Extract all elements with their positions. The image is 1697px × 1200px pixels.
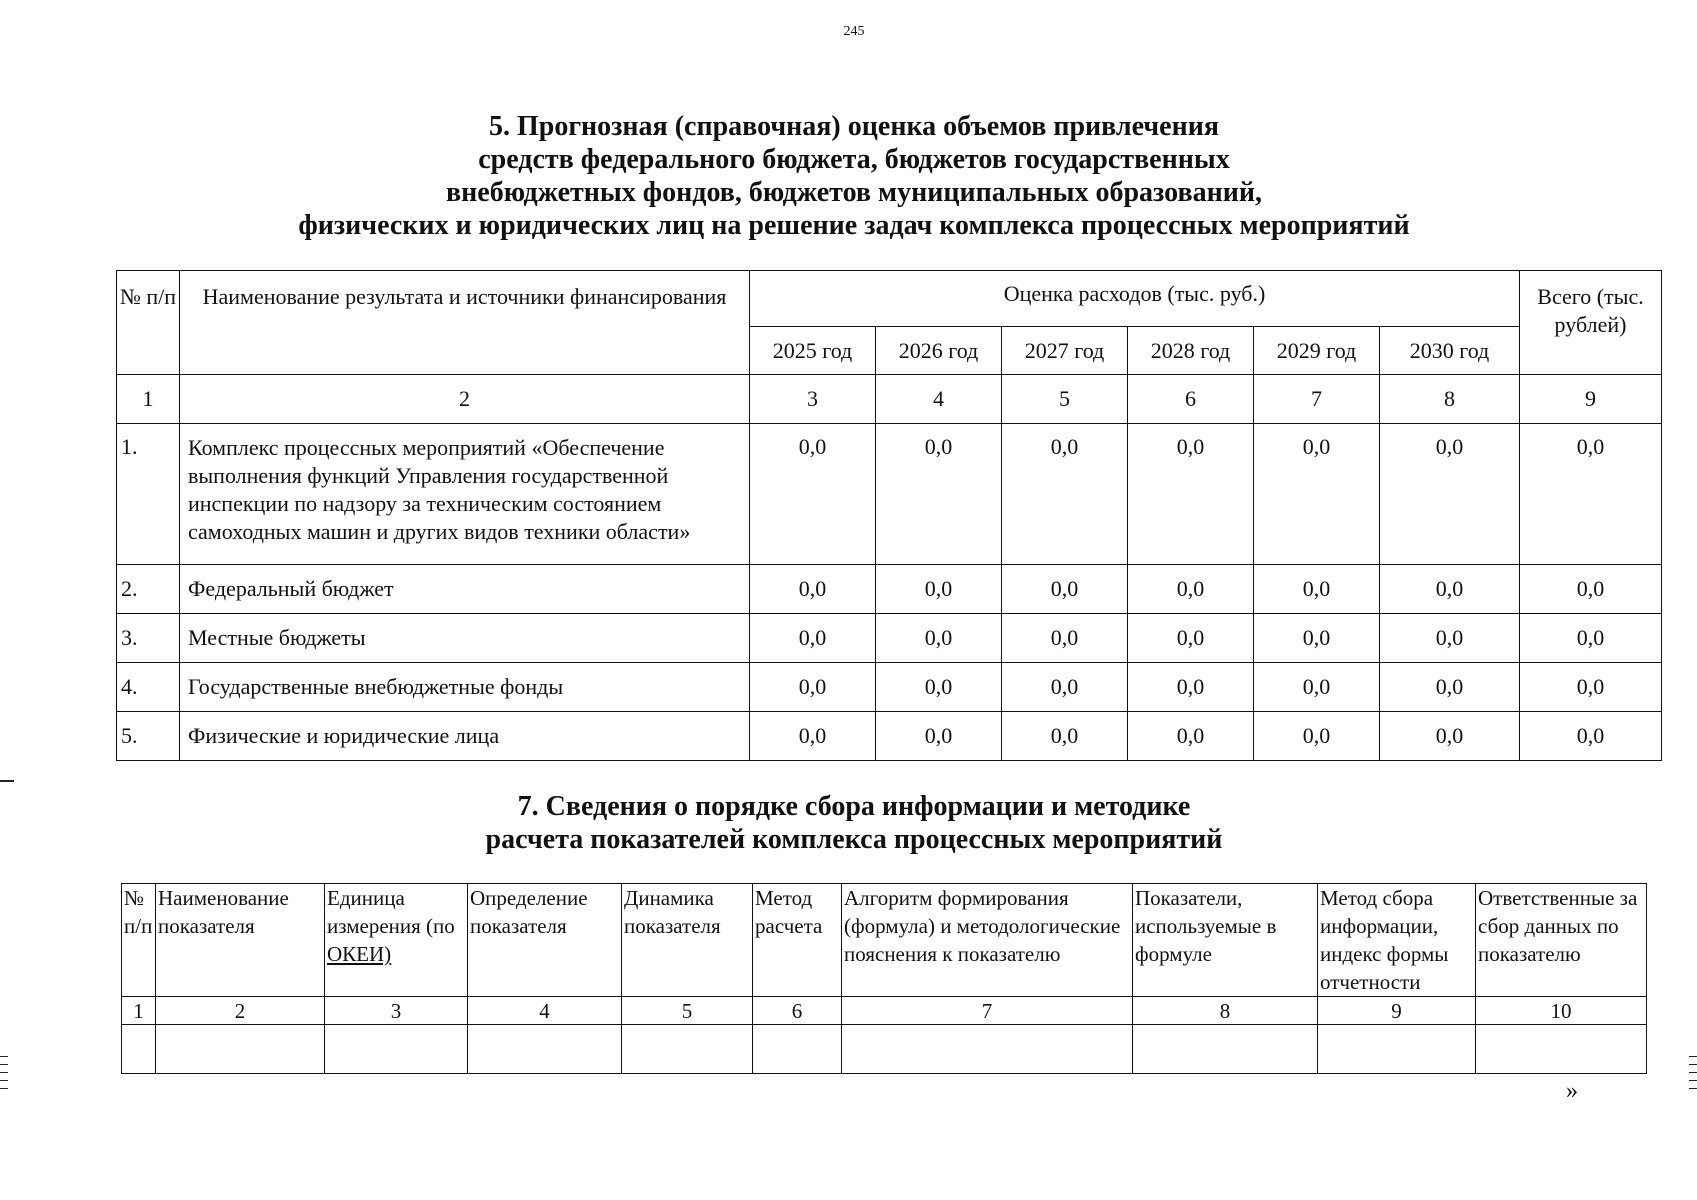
- row-number: 4.: [117, 663, 180, 712]
- scan-edge-mark: [0, 1088, 8, 1089]
- value-cell: 0,0: [1128, 565, 1254, 614]
- section-5-title-line: 5. Прогнозная (справочная) оценка объемов привлечения: [488, 111, 1220, 142]
- column-number: 4: [468, 997, 622, 1025]
- value-cell: 0,0: [750, 712, 876, 761]
- section-7-title-line: 7. Сведения о порядке сбора информации и методике: [517, 791, 1191, 822]
- header-cell: Ответственные за сбор данных по показателю: [1476, 884, 1647, 997]
- header-num: № п/п: [117, 271, 180, 375]
- value-cell: 0,0: [750, 614, 876, 663]
- section-5-title-line: внебюджетных фондов, бюджетов муниципальных образований,: [446, 177, 1262, 208]
- column-number: 7: [1254, 375, 1380, 424]
- value-cell: 0,0: [1002, 565, 1128, 614]
- scan-edge-mark: [0, 780, 14, 782]
- section-5-title: [150, 110, 1558, 242]
- column-number: 2: [180, 375, 750, 424]
- value-cell: 0,0: [1128, 663, 1254, 712]
- total-cell: 0,0: [1520, 614, 1662, 663]
- header-cell: Метод расчета: [753, 884, 842, 997]
- row-name: Государственные внебюджетные фонды: [180, 663, 750, 712]
- closing-quote: »: [1566, 1078, 1578, 1104]
- row-name: Федеральный бюджет: [180, 565, 750, 614]
- column-number: 1: [122, 997, 156, 1025]
- table-row: [117, 424, 1662, 565]
- empty-cell: [753, 1025, 842, 1074]
- value-cell: 0,0: [1002, 424, 1128, 565]
- row-number: 5.: [117, 712, 180, 761]
- empty-cell: [122, 1025, 156, 1074]
- scan-edge-mark: [1689, 1072, 1697, 1073]
- scan-edge-mark: [1689, 1056, 1697, 1057]
- value-cell: 0,0: [1254, 565, 1380, 614]
- empty-cell: [1476, 1025, 1647, 1074]
- value-cell: 0,0: [1002, 712, 1128, 761]
- header-estimate: Оценка расходов (тыс. руб.): [750, 271, 1520, 327]
- column-number: 6: [753, 997, 842, 1025]
- section-5-title-line: физических и юридических лиц на решение задач комплекса процессных мероприятий: [298, 210, 1410, 241]
- scan-edge-mark: [1689, 1088, 1697, 1089]
- column-number-row: [117, 375, 1662, 424]
- header-unit-text: Единица измерения (по: [327, 886, 455, 938]
- column-number-row: [122, 997, 1647, 1025]
- section-7-title: [330, 790, 1378, 856]
- value-cell: 0,0: [1002, 614, 1128, 663]
- header-cell-unit: [325, 884, 468, 997]
- value-cell: 0,0: [1128, 712, 1254, 761]
- header-year: 2027 год: [1002, 327, 1128, 375]
- row-name: Комплекс процессных мероприятий «Обеспечение выполнения функций Управления государственной инспекции по надзору за техническим состоянием самоходных машин и других видов техники области»: [180, 424, 750, 565]
- header-year: 2028 год: [1128, 327, 1254, 375]
- value-cell: 0,0: [1254, 614, 1380, 663]
- empty-cell: [842, 1025, 1133, 1074]
- value-cell: 0,0: [876, 565, 1002, 614]
- row-number: 2.: [117, 565, 180, 614]
- table-row: [117, 614, 1662, 663]
- total-cell: 0,0: [1520, 424, 1662, 565]
- okei-link: ОКЕИ): [327, 942, 392, 966]
- header-row: [122, 884, 1647, 997]
- value-cell: 0,0: [1254, 663, 1380, 712]
- value-cell: 0,0: [1002, 663, 1128, 712]
- table-row: [117, 712, 1662, 761]
- value-cell: 0,0: [876, 424, 1002, 565]
- empty-row: [122, 1025, 1647, 1074]
- value-cell: 0,0: [1254, 712, 1380, 761]
- total-cell: 0,0: [1520, 565, 1662, 614]
- row-name: Местные бюджеты: [180, 614, 750, 663]
- scan-edge-mark: [0, 1064, 8, 1065]
- value-cell: 0,0: [876, 614, 1002, 663]
- value-cell: 0,0: [876, 663, 1002, 712]
- empty-cell: [156, 1025, 325, 1074]
- indicator-methodology-table: [121, 883, 1647, 1074]
- row-name: Физические и юридические лица: [180, 712, 750, 761]
- table-row: [117, 663, 1662, 712]
- empty-cell: [622, 1025, 753, 1074]
- empty-cell: [1318, 1025, 1476, 1074]
- column-number: 7: [842, 997, 1133, 1025]
- empty-cell: [1133, 1025, 1318, 1074]
- value-cell: 0,0: [1380, 565, 1520, 614]
- column-number: 9: [1520, 375, 1662, 424]
- section-7-title-line: расчета показателей комплекса процессных мероприятий: [485, 824, 1223, 855]
- funding-estimate-table: [116, 270, 1662, 761]
- value-cell: 0,0: [1254, 424, 1380, 565]
- scan-edge-mark: [0, 1072, 8, 1073]
- scan-edge-mark: [1689, 1064, 1697, 1065]
- column-number: 4: [876, 375, 1002, 424]
- column-number: 9: [1318, 997, 1476, 1025]
- page-number: 245: [843, 24, 865, 39]
- total-cell: 0,0: [1520, 712, 1662, 761]
- value-cell: 0,0: [750, 565, 876, 614]
- column-number: 5: [1002, 375, 1128, 424]
- value-cell: 0,0: [1380, 712, 1520, 761]
- header-total: Всего (тыс. рублей): [1520, 271, 1662, 375]
- column-number: 3: [325, 997, 468, 1025]
- value-cell: 0,0: [750, 663, 876, 712]
- value-cell: 0,0: [750, 424, 876, 565]
- total-cell: 0,0: [1520, 663, 1662, 712]
- scan-edge-mark: [0, 1056, 8, 1057]
- header-cell: Наименование показателя: [156, 884, 325, 997]
- scan-edge-mark: [1689, 1080, 1697, 1081]
- header-name: Наименование результата и источники финансирования: [180, 271, 750, 375]
- header-year: 2029 год: [1254, 327, 1380, 375]
- row-number: 1.: [117, 424, 180, 565]
- column-number: 3: [750, 375, 876, 424]
- empty-cell: [325, 1025, 468, 1074]
- value-cell: 0,0: [1380, 424, 1520, 565]
- row-number: 3.: [117, 614, 180, 663]
- scan-edge-mark: [0, 1080, 8, 1081]
- empty-cell: [468, 1025, 622, 1074]
- column-number: 8: [1133, 997, 1318, 1025]
- value-cell: 0,0: [1380, 663, 1520, 712]
- value-cell: 0,0: [1128, 424, 1254, 565]
- column-number: 6: [1128, 375, 1254, 424]
- column-number: 8: [1380, 375, 1520, 424]
- section-5-title-line: средств федерального бюджета, бюджетов государственных: [478, 144, 1230, 175]
- value-cell: 0,0: [876, 712, 1002, 761]
- column-number: 5: [622, 997, 753, 1025]
- header-cell: Алгоритм формирования (формула) и методологические пояснения к показателю: [842, 884, 1133, 997]
- header-year: 2030 год: [1380, 327, 1520, 375]
- header-cell: Динамика показателя: [622, 884, 753, 997]
- header-cell: Определение показателя: [468, 884, 622, 997]
- header-cell: Метод сбора информации, индекс формы отчетности: [1318, 884, 1476, 997]
- value-cell: 0,0: [1128, 614, 1254, 663]
- header-cell: Показатели, используемые в формуле: [1133, 884, 1318, 997]
- table-row: [117, 565, 1662, 614]
- column-number: 2: [156, 997, 325, 1025]
- header-year: 2026 год: [876, 327, 1002, 375]
- column-number: 10: [1476, 997, 1647, 1025]
- column-number: 1: [117, 375, 180, 424]
- header-year: 2025 год: [750, 327, 876, 375]
- value-cell: 0,0: [1380, 614, 1520, 663]
- header-cell: № п/п: [122, 884, 156, 997]
